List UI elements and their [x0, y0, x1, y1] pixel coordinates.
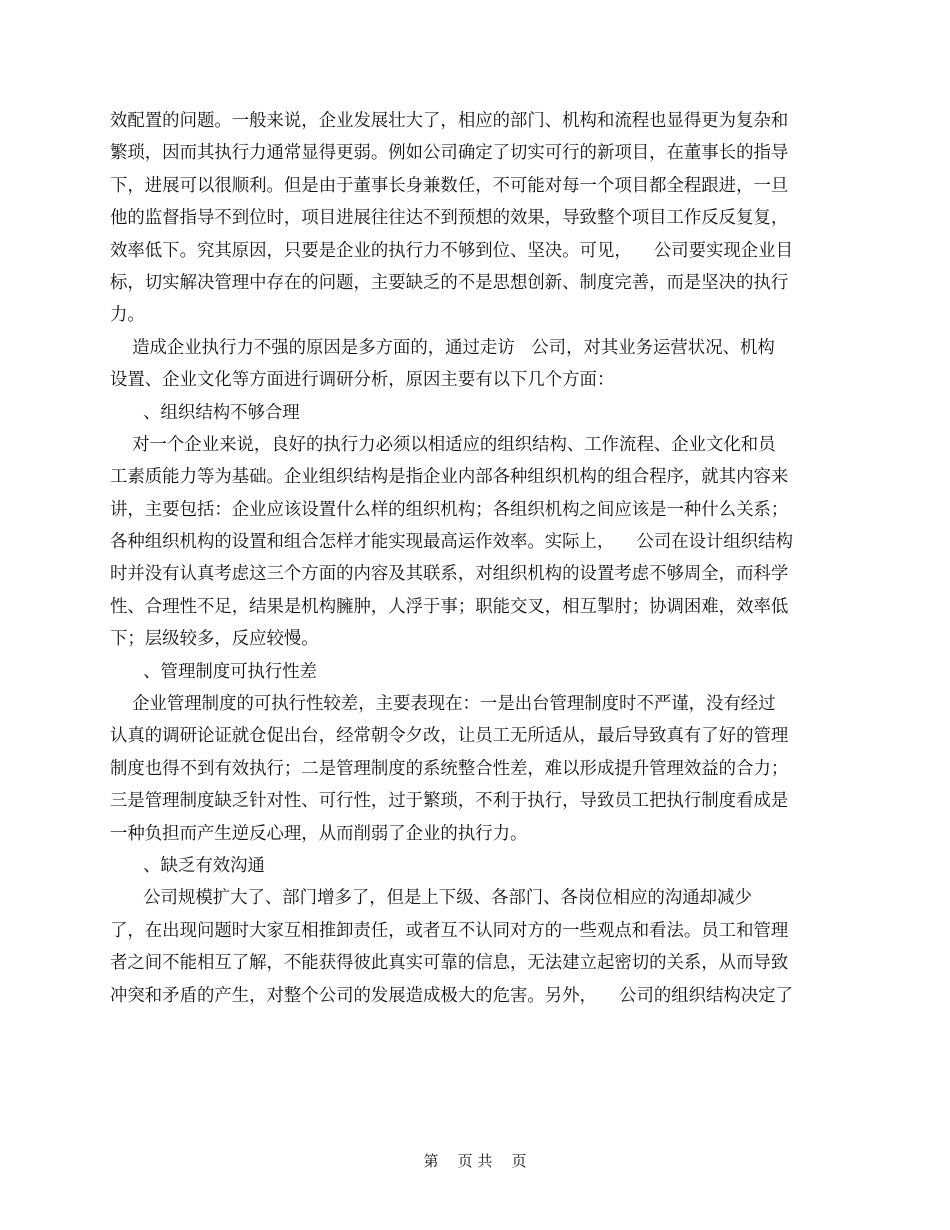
text-line: 工素质能力等为基础。企业组织结构是指企业内部各种组织机构的组合程序，就其内容来: [110, 467, 789, 488]
text-line: 、缺乏有效沟通: [110, 855, 265, 876]
text-line: 制度也得不到有效执行；二是管理制度的系统整合性差，难以形成提升管理效益的合力；: [110, 758, 789, 779]
text-line: 企业管理制度的可执行性较差，主要表现在：一是出台管理制度时不严谨，没有经过: [110, 694, 776, 715]
text-line: 设置、企业文化等方面进行调研分析，原因主要有以下几个方面：: [110, 370, 615, 391]
text-line: 三是管理制度缺乏针对性、可行性，过于繁琐，不利于执行，导致员工把执行制度看成是: [110, 791, 789, 812]
text-line: 、组织结构不够合理: [110, 402, 300, 423]
text-line: 各种组织机构的设置和组合怎样才能实现最高运作效率。实际上， 公司在设计组织结构: [110, 532, 793, 553]
text-line: 、管理制度可执行性差: [110, 661, 318, 682]
text-line: 力。: [110, 305, 145, 326]
text-line: 效率低下。究其原因，只要是企业的执行力不够到位、坚决。可见， 公司要实现企业目: [110, 240, 793, 261]
text-line: 冲突和矛盾的产生，对整个公司的发展造成极大的危害。另外， 公司的组织结构决定了: [110, 985, 793, 1006]
text-line: 认真的调研论证就仓促出台，经常朝令夕改，让员工无所适从，最后导致真有了好的管理: [110, 726, 789, 747]
text-line: 者之间不能相互了解，不能获得彼此真实可靠的信息，无法建立起密切的关系，从而导致: [110, 953, 789, 974]
text-line: 造成企业执行力不强的原因是多方面的，通过走访 公司，对其业务运营状况、机构: [110, 337, 775, 358]
text-line: 时并没有认真考虑这三个方面的内容及其联系，对组织机构的设置考虑不够周全，而科学: [110, 564, 789, 585]
text-line: 了，在出现问题时大家互相推卸责任，或者互不认同对方的一些观点和看法。员工和管理: [110, 920, 789, 941]
text-line: 下；层级较多，反应较慢。: [110, 629, 319, 650]
text-line: 性、合理性不足，结果是机构臃肿，人浮于事；职能交叉，相互掣肘；协调困难，效率低: [110, 596, 789, 617]
text-line: 讲，主要包括：企业应该设置什么样的组织机构；各组织机构之间应该是一种什么关系；: [110, 499, 789, 520]
text-line: 下，进展可以很顺利。但是由于董事长身兼数任，不可能对每一个项目都全程跟进，一旦: [110, 175, 789, 196]
text-line: 标，切实解决管理中存在的问题，主要缺乏的不是思想创新、制度完善，而是坚决的执行: [110, 272, 789, 293]
text-line: 效配置的问题。一般来说，企业发展壮大了，相应的部门、机构和流程也显得更为复杂和: [110, 111, 789, 131]
text-line: 繁琐，因而其执行力通常显得更弱。例如公司确定了切实可行的新项目，在董事长的指导: [110, 143, 789, 164]
text-line: 一种负担而产生逆反心理，从而削弱了企业的执行力。: [110, 823, 528, 844]
page-footer: 第 页 共 页: [423, 1152, 527, 1170]
text-line: 公司规模扩大了、部门增多了，但是上下级、各部门、各岗位相应的沟通却减少: [110, 888, 752, 909]
text-line: 对一个企业来说，良好的执行力必须以相适应的组织结构、工作流程、企业文化和员: [110, 434, 776, 455]
body-text: [110, 105, 840, 1012]
text-line: 他的监督指导不到位时，项目进展往往达不到预想的效果，导致整个项目工作反反复复，: [110, 208, 789, 229]
